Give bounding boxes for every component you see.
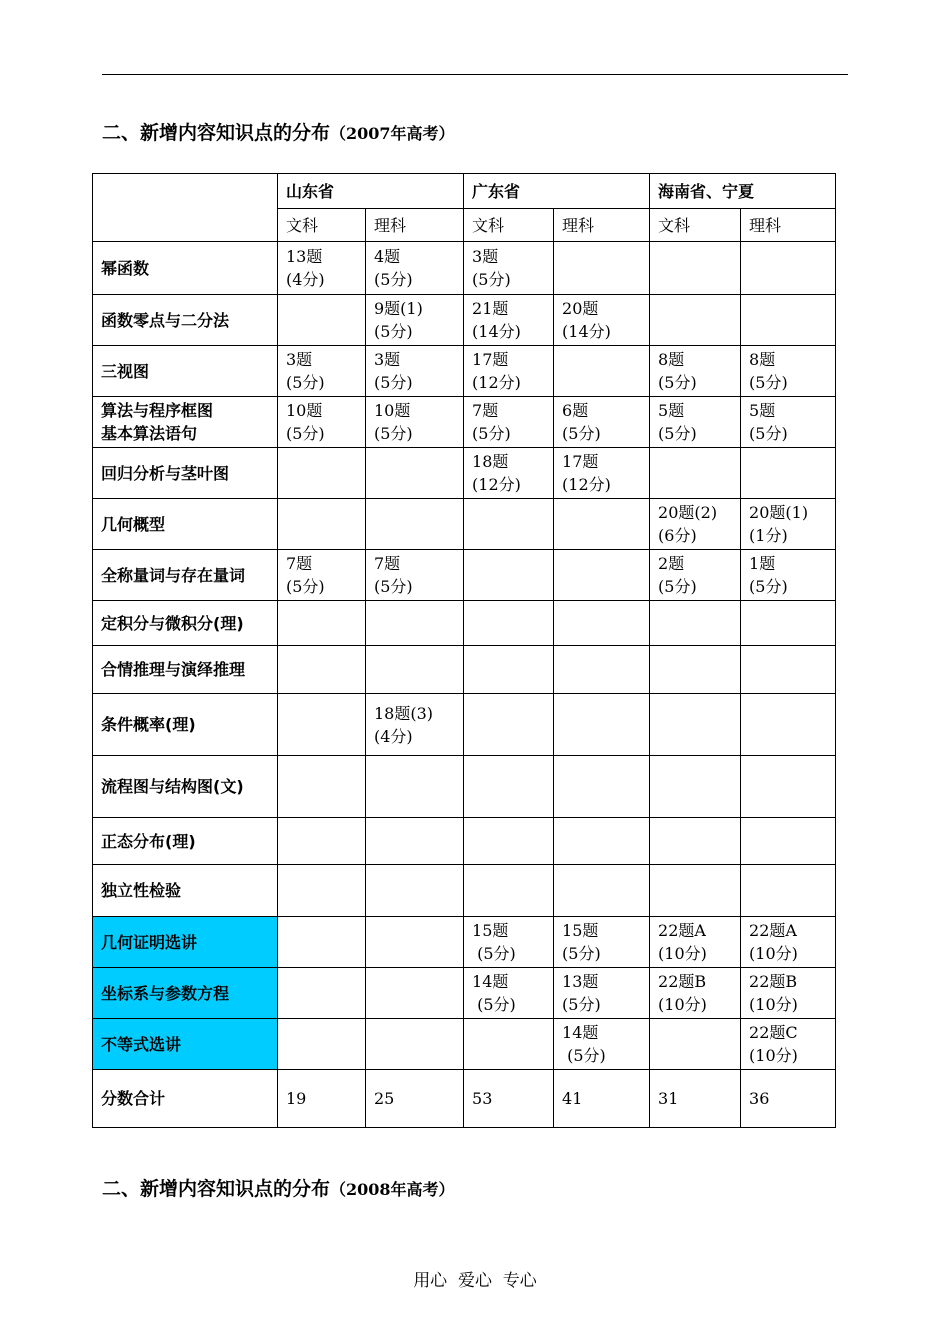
score-cell: [554, 694, 650, 756]
province-header: 海南省、宁夏: [650, 174, 836, 209]
question-number: 18题: [472, 452, 509, 471]
row-label: [93, 968, 278, 1019]
total-score-cell: 19: [278, 1070, 366, 1128]
question-number: 5题: [749, 401, 776, 420]
row-label-text: 条件概率(理): [101, 715, 196, 734]
question-number: 22题B: [749, 972, 798, 991]
subject-header: 文科: [278, 209, 366, 242]
score-cell: [741, 550, 836, 601]
score-cell: [366, 646, 464, 694]
table-row: [93, 295, 836, 346]
score-cell: [741, 865, 836, 917]
question-points: (5分): [658, 373, 697, 392]
question-number: 20题: [562, 299, 599, 318]
score-cell: [741, 968, 836, 1019]
table-row: [93, 397, 836, 448]
row-label: [93, 646, 278, 694]
question-points: (12分): [472, 373, 521, 392]
section-title-2007: [102, 118, 455, 145]
score-cell: [554, 397, 650, 448]
question-number: 7题: [472, 401, 499, 420]
table-row: [93, 1019, 836, 1070]
section-title-text: 二、新增内容知识点的分布: [102, 1178, 331, 1200]
header-rule: [102, 74, 848, 75]
row-label: [93, 1019, 278, 1070]
score-cell: [554, 818, 650, 865]
total-score-cell: 36: [741, 1070, 836, 1128]
knowledge-distribution-table: [92, 173, 836, 1128]
score-cell: [650, 1019, 741, 1070]
question-number: 20题(1): [749, 503, 809, 522]
province-header: 山东省: [278, 174, 464, 209]
row-label-text: 三视图: [101, 361, 150, 381]
subject-header: 理科: [366, 209, 464, 242]
section-title-2008: [102, 1174, 455, 1201]
question-points: (12分): [562, 475, 611, 494]
total-score-cell: 41: [554, 1070, 650, 1128]
score-cell: [554, 865, 650, 917]
score-cell: [278, 295, 366, 346]
row-label-text: 定积分与微积分(理): [101, 613, 244, 633]
score-cell: [554, 756, 650, 818]
question-number: 17题: [562, 452, 599, 471]
section-title-text: 二、新增内容知识点的分布: [102, 122, 331, 144]
table-row: [93, 818, 836, 865]
score-cell: [278, 448, 366, 499]
score-cell: [554, 646, 650, 694]
table-row: [93, 242, 836, 295]
row-label-text: 独立性检验: [101, 881, 182, 900]
totals-label: 分数合计: [93, 1070, 278, 1128]
score-cell: [650, 346, 741, 397]
subject-header: 理科: [741, 209, 836, 242]
row-label-text: 几何概型: [101, 514, 166, 534]
score-cell: [554, 499, 650, 550]
question-number: 3题: [374, 350, 401, 369]
row-label-text: 不等式选讲: [101, 1034, 182, 1054]
question-points: (5分): [562, 944, 601, 963]
question-points: (5分): [286, 373, 325, 392]
score-cell: [554, 448, 650, 499]
table-row: [93, 756, 836, 818]
score-cell: [464, 818, 554, 865]
row-label-text: 算法与程序框图 基本算法语句: [101, 401, 214, 443]
question-points: (5分): [374, 270, 413, 289]
score-cell: [650, 865, 741, 917]
table-row: [93, 499, 836, 550]
table-row: [93, 865, 836, 917]
row-label: [93, 865, 278, 917]
question-number: 10题: [374, 401, 411, 420]
question-points: (12分): [472, 475, 521, 494]
question-number: 22题B: [658, 972, 707, 991]
score-cell: [366, 968, 464, 1019]
score-cell: [741, 295, 836, 346]
subject-header: 文科: [464, 209, 554, 242]
score-cell: [278, 968, 366, 1019]
score-cell: [650, 499, 741, 550]
score-cell: [366, 242, 464, 295]
question-number: 14题: [562, 1023, 599, 1042]
score-cell: [650, 646, 741, 694]
score-cell: [554, 601, 650, 646]
question-points: (10分): [658, 995, 707, 1014]
question-points: (10分): [749, 995, 798, 1014]
question-points: (5分): [749, 424, 788, 443]
question-number: 8题: [658, 350, 685, 369]
question-points: (5分): [472, 995, 516, 1014]
score-cell: [464, 646, 554, 694]
question-points: (10分): [749, 1046, 798, 1065]
question-points: (5分): [562, 1046, 606, 1065]
row-label-text: 函数零点与二分法: [101, 310, 230, 330]
table-row: [93, 448, 836, 499]
question-points: (5分): [374, 424, 413, 443]
row-label: [93, 499, 278, 550]
page-footer: 用心 爱心 专心: [413, 1271, 537, 1291]
totals-row: [93, 1070, 836, 1128]
score-cell: [464, 242, 554, 295]
row-label-text: 正态分布(理): [101, 831, 196, 851]
table-row: [93, 601, 836, 646]
score-cell: [464, 499, 554, 550]
table-row: [93, 550, 836, 601]
question-number: 15题: [472, 921, 509, 940]
score-cell: [464, 865, 554, 917]
table-row: [93, 346, 836, 397]
question-points: (5分): [749, 373, 788, 392]
score-cell: [278, 550, 366, 601]
score-cell: [741, 917, 836, 968]
score-cell: [650, 295, 741, 346]
row-label-text: 回归分析与茎叶图: [101, 463, 230, 483]
score-cell: [741, 756, 836, 818]
score-cell: [741, 397, 836, 448]
score-cell: [464, 448, 554, 499]
score-cell: [741, 1019, 836, 1070]
question-points: (4分): [374, 726, 413, 746]
score-cell: [366, 499, 464, 550]
score-cell: [554, 1019, 650, 1070]
score-cell: [366, 865, 464, 917]
score-cell: [366, 1019, 464, 1070]
score-cell: [278, 346, 366, 397]
question-number: 21题: [472, 299, 509, 318]
score-cell: [650, 756, 741, 818]
score-cell: [554, 968, 650, 1019]
score-cell: [650, 601, 741, 646]
score-cell: [366, 550, 464, 601]
score-cell: [464, 397, 554, 448]
score-cell: [464, 1019, 554, 1070]
row-label-text: 合情推理与演绎推理: [101, 660, 246, 679]
question-number: 14题: [472, 972, 509, 991]
score-cell: [278, 818, 366, 865]
score-cell: [464, 346, 554, 397]
question-points: (14分): [472, 322, 521, 341]
question-points: (5分): [472, 944, 516, 963]
score-cell: [278, 242, 366, 295]
question-points: (5分): [472, 424, 511, 443]
row-label: [93, 242, 278, 295]
row-label: [93, 694, 278, 756]
score-cell: [366, 694, 464, 756]
question-number: 4题: [374, 247, 401, 266]
table-row: [93, 917, 836, 968]
question-points: (5分): [472, 270, 511, 289]
question-number: 15题: [562, 921, 599, 940]
table-row: [93, 646, 836, 694]
question-number: 13题: [562, 972, 599, 991]
row-label: [93, 818, 278, 865]
row-label-text: 流程图与结构图(文): [101, 777, 244, 796]
question-points: (5分): [374, 322, 413, 341]
question-number: 3题: [472, 247, 499, 266]
score-cell: [464, 917, 554, 968]
score-cell: [650, 242, 741, 295]
total-score-cell: 25: [366, 1070, 464, 1128]
question-points: (1分): [749, 526, 788, 545]
score-cell: [278, 646, 366, 694]
question-number: 22题C: [749, 1023, 798, 1042]
question-number: 13题: [286, 247, 323, 266]
score-cell: [278, 917, 366, 968]
score-cell: [650, 694, 741, 756]
total-score-cell: 53: [464, 1070, 554, 1128]
row-label: [93, 601, 278, 646]
question-points: (5分): [562, 995, 601, 1014]
score-cell: [464, 968, 554, 1019]
score-cell: [650, 917, 741, 968]
row-label-text: 坐标系与参数方程: [101, 983, 230, 1003]
row-label: [93, 550, 278, 601]
score-cell: [464, 756, 554, 818]
question-points: (5分): [749, 577, 788, 596]
question-number: 7题: [286, 554, 313, 573]
score-cell: [650, 550, 741, 601]
score-cell: [366, 756, 464, 818]
row-label-text: 幂函数: [101, 258, 150, 278]
question-number: 6题: [562, 401, 589, 420]
score-cell: [366, 818, 464, 865]
score-cell: [366, 295, 464, 346]
question-number: 18题(3): [374, 703, 434, 723]
table-row: [93, 968, 836, 1019]
question-points: (5分): [562, 424, 601, 443]
row-label: [93, 397, 278, 448]
score-cell: [464, 601, 554, 646]
total-score-cell: 31: [650, 1070, 741, 1128]
score-cell: [650, 818, 741, 865]
score-cell: [278, 756, 366, 818]
section-title-year: （2007年高考）: [330, 124, 455, 143]
score-cell: [366, 346, 464, 397]
score-cell: [366, 917, 464, 968]
score-cell: [554, 346, 650, 397]
province-header: 广东省: [464, 174, 650, 209]
question-points: (5分): [286, 424, 325, 443]
score-cell: [464, 550, 554, 601]
score-cell: [741, 499, 836, 550]
question-points: (5分): [286, 577, 325, 596]
question-number: 10题: [286, 401, 323, 420]
question-number: 5题: [658, 401, 685, 420]
question-number: 2题: [658, 554, 685, 573]
question-number: 17题: [472, 350, 509, 369]
row-label: [93, 917, 278, 968]
question-number: 22题A: [749, 921, 797, 940]
question-points: (10分): [749, 944, 798, 963]
row-label: [93, 756, 278, 818]
question-points: (5分): [658, 577, 697, 596]
score-cell: [278, 601, 366, 646]
score-cell: [650, 448, 741, 499]
score-cell: [366, 397, 464, 448]
score-cell: [554, 550, 650, 601]
score-cell: [464, 295, 554, 346]
question-points: (4分): [286, 270, 325, 289]
score-cell: [650, 397, 741, 448]
score-cell: [741, 646, 836, 694]
score-cell: [554, 242, 650, 295]
question-points: (6分): [658, 526, 697, 545]
question-number: 3题: [286, 350, 313, 369]
table-row: [93, 694, 836, 756]
section-title-year: （2008年高考）: [330, 1180, 455, 1199]
question-number: 7题: [374, 554, 401, 573]
question-number: 9题(1): [374, 299, 423, 318]
question-points: (10分): [658, 944, 707, 963]
score-cell: [278, 397, 366, 448]
score-cell: [741, 601, 836, 646]
score-cell: [741, 242, 836, 295]
question-points: (5分): [374, 577, 413, 596]
question-points: (14分): [562, 322, 611, 341]
score-cell: [741, 448, 836, 499]
score-cell: [278, 1019, 366, 1070]
score-cell: [650, 968, 741, 1019]
score-cell: [741, 346, 836, 397]
question-points: (5分): [374, 373, 413, 392]
corner-cell: [93, 174, 278, 242]
row-label: [93, 346, 278, 397]
question-number: 1题: [749, 554, 776, 573]
score-cell: [278, 694, 366, 756]
score-cell: [464, 694, 554, 756]
score-cell: [366, 448, 464, 499]
score-cell: [278, 865, 366, 917]
question-number: 22题A: [658, 921, 706, 940]
score-cell: [278, 499, 366, 550]
question-points: (5分): [658, 424, 697, 443]
score-cell: [554, 295, 650, 346]
score-cell: [366, 601, 464, 646]
subject-header: 文科: [650, 209, 741, 242]
question-number: 8题: [749, 350, 776, 369]
question-number: 20题(2): [658, 503, 718, 522]
score-cell: [554, 917, 650, 968]
row-label: [93, 448, 278, 499]
row-label: [93, 295, 278, 346]
score-cell: [741, 694, 836, 756]
row-label-text: 几何证明选讲: [101, 932, 198, 952]
subject-header: 理科: [554, 209, 650, 242]
row-label-text: 全称量词与存在量词: [101, 565, 246, 585]
score-cell: [741, 818, 836, 865]
